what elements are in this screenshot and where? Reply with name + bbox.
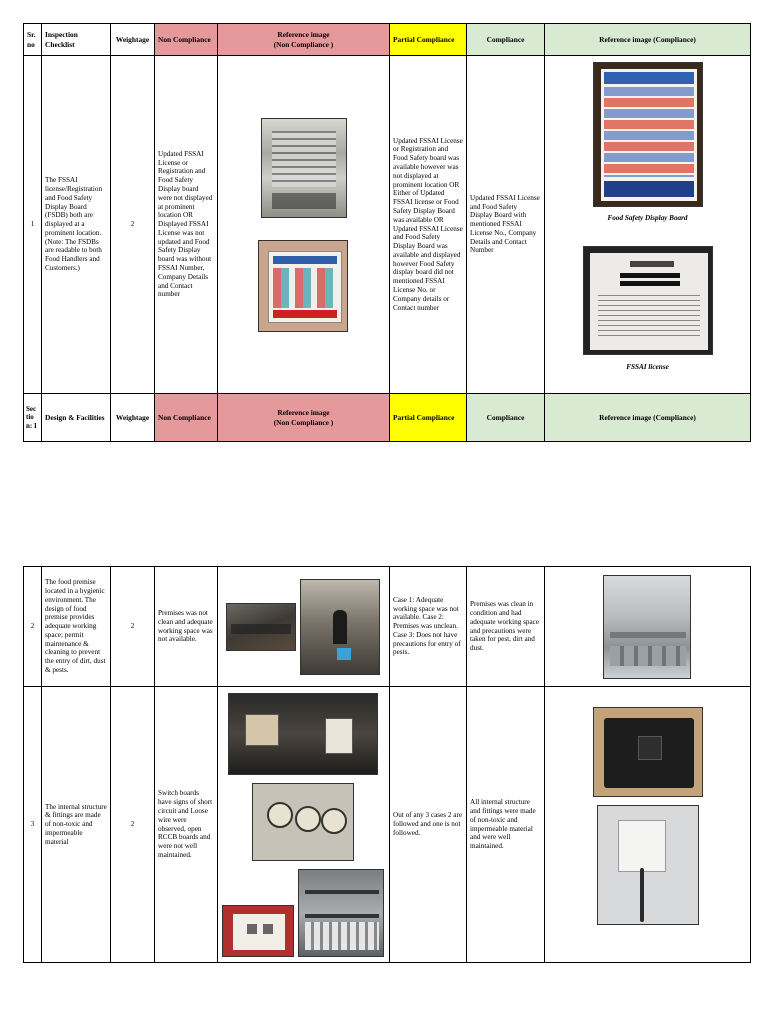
row-weightage: 2 bbox=[111, 56, 155, 394]
fsdb-compliance-photo bbox=[593, 62, 703, 207]
header-non-compliance: Non Compliance bbox=[155, 24, 218, 56]
section-weightage: Weightage bbox=[111, 394, 155, 442]
open-sockets-photo bbox=[252, 783, 354, 861]
header-partial-compliance: Partial Compliance bbox=[390, 24, 467, 56]
row-checklist: The food premise located in a hygienic environment. The design of food premise provides adequate working space; permit maintenance & cleaning to prevent the entry of dirt, dust & pests. bbox=[42, 567, 111, 687]
clean-kitchen-photo bbox=[603, 575, 691, 679]
row-partial-compliance: Out of any 3 cases 2 are followed and one is not followed. bbox=[390, 687, 467, 963]
header-ref-non-compliance: Reference image (Non Compliance ) bbox=[218, 24, 390, 56]
header-srno: Sr. no bbox=[24, 24, 42, 56]
clean-socket-photo bbox=[593, 707, 703, 797]
row-number: 3 bbox=[24, 687, 42, 963]
inspection-table-top bbox=[23, 23, 751, 442]
row-number: 1 bbox=[24, 56, 42, 394]
row-partial-compliance: Case 1: Adequate working space was not available. Case 2: Premises was unclean. Case 3: Does not have precautions for entry of pests. bbox=[390, 567, 467, 687]
section-header-row bbox=[24, 394, 751, 442]
row-non-compliance: Premises was not clean and adequate working space was not available. bbox=[155, 567, 218, 687]
section-non-compliance: Non Compliance bbox=[155, 394, 218, 442]
fsdb-noncompliance-photo bbox=[261, 118, 347, 218]
table-row bbox=[24, 567, 751, 687]
section-partial-compliance: Partial Compliance bbox=[390, 394, 467, 442]
fsdb-noncompliance-photo-2 bbox=[258, 240, 348, 332]
header-weightage: Weightage bbox=[111, 24, 155, 56]
row-ref-non-compliance-images bbox=[218, 687, 390, 963]
row-weightage: 2 bbox=[111, 567, 155, 687]
table-row bbox=[24, 687, 751, 963]
clean-switch-photo bbox=[597, 805, 699, 925]
row-checklist: The FSSAI license/Registration and Food Safety Display Board (FSDB) both are displayed at a prominent location. (Note: The FSDBs are readable to both Food Handlers and Customers.) bbox=[42, 56, 111, 394]
section-title: Design & Facilities bbox=[42, 394, 111, 442]
row-compliance: All internal structure and fittings were made of non-toxic and impermeable material and were well maintained. bbox=[467, 687, 545, 963]
caption-food-safety-board: Food Safety Display Board bbox=[607, 214, 688, 222]
row-number: 2 bbox=[24, 567, 42, 687]
kitchen-shelves-photo bbox=[298, 869, 384, 957]
header-ref-compliance: Reference image (Compliance) bbox=[545, 24, 751, 56]
row-ref-compliance-images bbox=[545, 56, 751, 394]
kitchen-stove-photo bbox=[226, 603, 296, 651]
section-compliance: Compliance bbox=[467, 394, 545, 442]
row-ref-compliance-images bbox=[545, 687, 751, 963]
section-ref-non-compliance: Reference image (Non Compliance ) bbox=[218, 394, 390, 442]
row-compliance: Premises was clean in condition and had adequate working space and precautions were taken for pest, dirt and dust. bbox=[467, 567, 545, 687]
row-non-compliance: Switch boards have signs of short circuit and Loose wire were observed, open RCCB boards and were not well maintained. bbox=[155, 687, 218, 963]
row-ref-non-compliance-images bbox=[218, 56, 390, 394]
kitchen-worker-photo bbox=[300, 579, 380, 675]
row-ref-compliance-images bbox=[545, 567, 751, 687]
section-ref-compliance: Reference image (Compliance) bbox=[545, 394, 751, 442]
table-row bbox=[24, 56, 751, 394]
row-compliance: Updated FSSAI License and Food Safety Display Board with mentioned FSSAI License No., Company Details and Contact Number bbox=[467, 56, 545, 394]
header-row bbox=[24, 24, 751, 56]
header-compliance: Compliance bbox=[467, 24, 545, 56]
inspection-table-bottom bbox=[23, 566, 751, 963]
damaged-switchboard-photo bbox=[228, 693, 378, 775]
row-checklist: The internal structure & fittings are made of non-toxic and impermeable material bbox=[42, 687, 111, 963]
caption-fssai-license: FSSAI license bbox=[626, 363, 669, 371]
row-non-compliance: Updated FSSAI License or Registration and Food Safety Display board were not displayed at prominent location OR Displayed FSSAI License was not updated and Food Safety Display board was without FSSAI Number, Company Details and Contact number bbox=[155, 56, 218, 394]
fssai-license-photo bbox=[583, 246, 713, 355]
row-partial-compliance: Updated FSSAI License or Registration and Food Safety board was available however was not displayed at prominent location OR Either of Updated FSSAI license or Food Safety Display Board was available OR Updated FSSAI License and Food Safety Display Board was available and displayed however Food Safety display board did not mentioned FSSAI License No. or Company details or Contact number bbox=[390, 56, 467, 394]
section-label: Sec tio n: I bbox=[24, 394, 42, 442]
switch-panel-photo bbox=[222, 905, 294, 957]
row-weightage: 2 bbox=[111, 687, 155, 963]
header-checklist: Inspection Checklist bbox=[42, 24, 111, 56]
row-ref-non-compliance-images bbox=[218, 567, 390, 687]
